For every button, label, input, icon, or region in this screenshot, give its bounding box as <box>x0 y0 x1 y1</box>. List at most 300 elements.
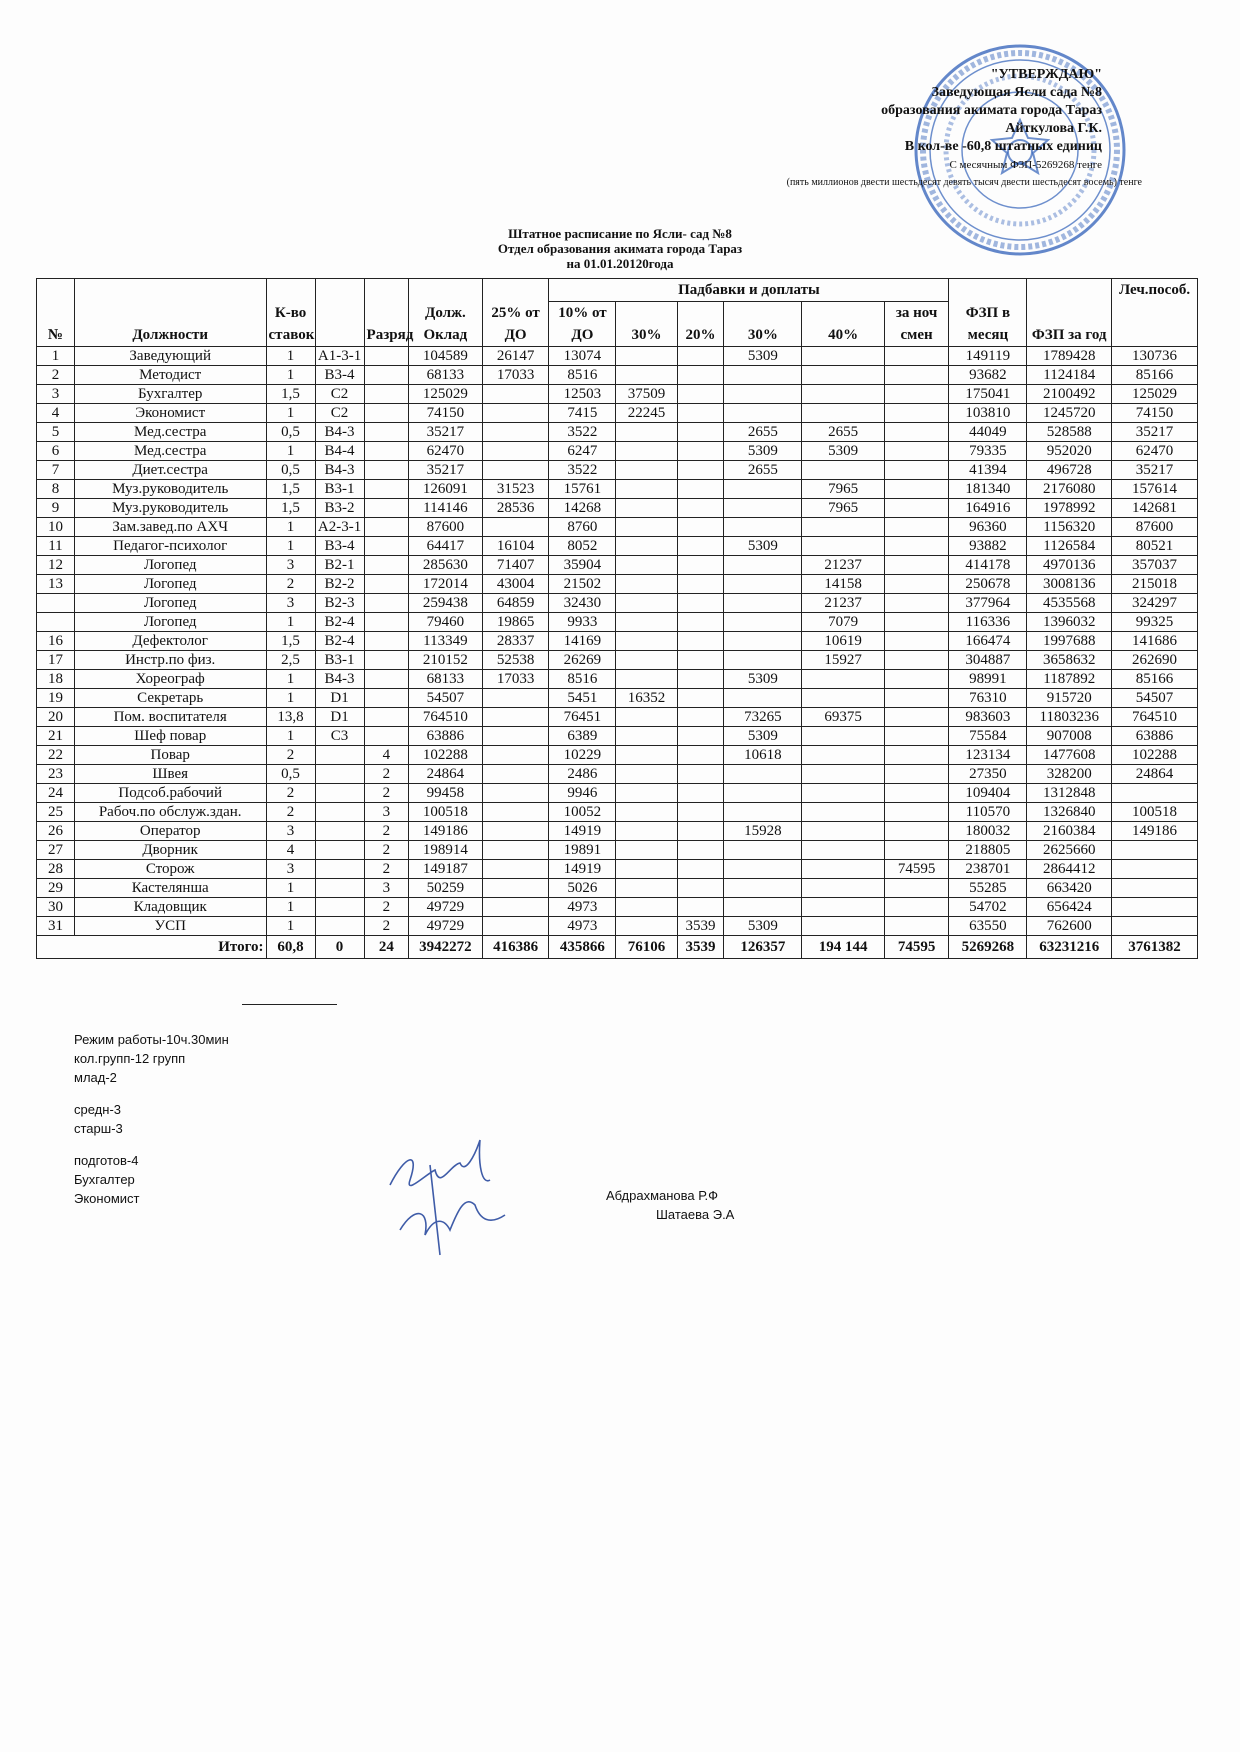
cell-do10: 15761 <box>549 480 616 499</box>
cell-p30a: 16352 <box>616 689 677 708</box>
cell-p30a <box>616 613 677 632</box>
cell-fzp-month: 93882 <box>949 537 1027 556</box>
cell-do10: 7415 <box>549 404 616 423</box>
cell-category: С2 <box>315 404 364 423</box>
cell-p30a <box>616 784 677 803</box>
cell-p30b <box>724 651 802 670</box>
cell-p20 <box>677 537 724 556</box>
cell-p30b <box>724 404 802 423</box>
cell-salary: 49729 <box>409 917 483 936</box>
cell-p30b <box>724 632 802 651</box>
cell-rates: 1,5 <box>266 632 315 651</box>
cell-med: 85166 <box>1112 366 1198 385</box>
cell-p20 <box>677 347 724 366</box>
cell-grade <box>364 442 409 461</box>
cell-do25 <box>482 442 549 461</box>
cell-salary: 149187 <box>409 860 483 879</box>
table-row <box>37 841 1198 860</box>
cell-night <box>884 347 949 366</box>
cell-p30a <box>616 499 677 518</box>
cell-do10: 8516 <box>549 366 616 385</box>
cell-category: В3-4 <box>315 366 364 385</box>
cell-rates: 2 <box>266 784 315 803</box>
cell-do25: 26147 <box>482 347 549 366</box>
cell-category: В2-1 <box>315 556 364 575</box>
cell-med: 357037 <box>1112 556 1198 575</box>
cell-position: Подсоб.рабочий <box>74 784 266 803</box>
cell-category <box>315 822 364 841</box>
cell-p20 <box>677 594 724 613</box>
table-row <box>37 613 1198 632</box>
cell-num: 18 <box>37 670 75 689</box>
note-prep: подготов-4 <box>74 1153 139 1168</box>
cell-do25: 28536 <box>482 499 549 518</box>
cell-fzp-month: 98991 <box>949 670 1027 689</box>
cell-fzp-month: 54702 <box>949 898 1027 917</box>
cell-position: Муз.руководитель <box>74 499 266 518</box>
total-p40: 194 144 <box>802 936 884 959</box>
cell-fzp-year: 496728 <box>1027 461 1112 480</box>
cell-fzp-month: 27350 <box>949 765 1027 784</box>
cell-grade <box>364 727 409 746</box>
cell-salary: 49729 <box>409 898 483 917</box>
table-row <box>37 632 1198 651</box>
cell-p30a <box>616 708 677 727</box>
cell-med: 100518 <box>1112 803 1198 822</box>
cell-grade <box>364 613 409 632</box>
table-row <box>37 727 1198 746</box>
cell-p30b <box>724 499 802 518</box>
cell-category: В4-3 <box>315 670 364 689</box>
cell-p40 <box>802 537 884 556</box>
cell-p30b <box>724 879 802 898</box>
cell-do25 <box>482 689 549 708</box>
cell-num: 25 <box>37 803 75 822</box>
cell-do10: 6247 <box>549 442 616 461</box>
cell-fzp-year: 2864412 <box>1027 860 1112 879</box>
table-row <box>37 822 1198 841</box>
table-row <box>37 898 1198 917</box>
cell-p40: 14158 <box>802 575 884 594</box>
cell-p30b <box>724 480 802 499</box>
cell-salary: 68133 <box>409 670 483 689</box>
total-row <box>37 936 1198 959</box>
table-row <box>37 556 1198 575</box>
cell-night <box>884 898 949 917</box>
cell-rates: 0,5 <box>266 461 315 480</box>
cell-p40: 5309 <box>802 442 884 461</box>
cell-category <box>315 803 364 822</box>
cell-night <box>884 822 949 841</box>
cell-p30a: 37509 <box>616 385 677 404</box>
cell-night <box>884 917 949 936</box>
cell-salary: 102288 <box>409 746 483 765</box>
cell-do10: 8760 <box>549 518 616 537</box>
total-grade: 24 <box>364 936 409 959</box>
cell-num: 27 <box>37 841 75 860</box>
cell-p30b <box>724 803 802 822</box>
cell-night <box>884 632 949 651</box>
cell-p30b: 15928 <box>724 822 802 841</box>
cell-p30a <box>616 575 677 594</box>
cell-p20 <box>677 879 724 898</box>
cell-category: В3-1 <box>315 480 364 499</box>
cell-do25 <box>482 784 549 803</box>
header-do10: 10% от ДО <box>549 302 616 347</box>
table-row <box>37 461 1198 480</box>
title-line-3: на 01.01.20120года <box>566 256 674 271</box>
cell-night <box>884 385 949 404</box>
cell-fzp-year: 762600 <box>1027 917 1112 936</box>
cell-num: 11 <box>37 537 75 556</box>
total-p20: 3539 <box>677 936 724 959</box>
cell-num: 4 <box>37 404 75 423</box>
cell-position: Заведующий <box>74 347 266 366</box>
header-salary: Долж. Оклад <box>409 279 483 347</box>
cell-fzp-year: 1477608 <box>1027 746 1112 765</box>
cell-rates: 1 <box>266 670 315 689</box>
cell-do10: 14268 <box>549 499 616 518</box>
cell-num: 16 <box>37 632 75 651</box>
cell-p20: 3539 <box>677 917 724 936</box>
cell-do25: 17033 <box>482 366 549 385</box>
cell-p20 <box>677 670 724 689</box>
cell-night <box>884 423 949 442</box>
cell-rates: 0,5 <box>266 423 315 442</box>
cell-fzp-year: 1245720 <box>1027 404 1112 423</box>
cell-p20 <box>677 404 724 423</box>
cell-grade: 2 <box>364 784 409 803</box>
cell-p30b: 5309 <box>724 727 802 746</box>
cell-category: В3-4 <box>315 537 364 556</box>
cell-salary: 198914 <box>409 841 483 860</box>
cell-p30b <box>724 385 802 404</box>
cell-category: В4-3 <box>315 423 364 442</box>
cell-grade <box>364 670 409 689</box>
cell-category: А2-3-1 <box>315 518 364 537</box>
cell-do10: 19891 <box>549 841 616 860</box>
cell-fzp-year: 656424 <box>1027 898 1112 917</box>
cell-p30b <box>724 860 802 879</box>
cell-position: Сторож <box>74 860 266 879</box>
cell-p20 <box>677 746 724 765</box>
cell-position: Бухгалтер <box>74 385 266 404</box>
header-med: Леч.пособ. <box>1112 279 1198 347</box>
total-category: 0 <box>315 936 364 959</box>
cell-p20 <box>677 442 724 461</box>
cell-grade <box>364 556 409 575</box>
table-row <box>37 708 1198 727</box>
table-row <box>37 537 1198 556</box>
cell-grade: 4 <box>364 746 409 765</box>
cell-category: С3 <box>315 727 364 746</box>
cell-grade: 3 <box>364 879 409 898</box>
cell-do10: 4973 <box>549 917 616 936</box>
table-row <box>37 347 1198 366</box>
approval-heading: "УТВЕРЖДАЮ" <box>990 67 1102 82</box>
economist-name: Шатаева Э.А <box>656 1207 735 1222</box>
cell-p30b <box>724 575 802 594</box>
cell-p30b <box>724 366 802 385</box>
cell-fzp-year: 2100492 <box>1027 385 1112 404</box>
cell-rates: 1,5 <box>266 499 315 518</box>
cell-fzp-month: 175041 <box>949 385 1027 404</box>
cell-salary: 104589 <box>409 347 483 366</box>
table-row <box>37 442 1198 461</box>
cell-category: D1 <box>315 708 364 727</box>
header-allowances: Падбавки и доплаты <box>549 279 949 302</box>
cell-med: 141686 <box>1112 632 1198 651</box>
cell-category <box>315 879 364 898</box>
header-category <box>315 279 364 347</box>
note-senior: старш-3 <box>74 1121 123 1136</box>
cell-p30b <box>724 841 802 860</box>
cell-p30b <box>724 765 802 784</box>
cell-rates: 3 <box>266 822 315 841</box>
cell-grade <box>364 347 409 366</box>
cell-num <box>37 594 75 613</box>
cell-night <box>884 366 949 385</box>
cell-do10: 14919 <box>549 822 616 841</box>
cell-p20 <box>677 727 724 746</box>
cell-p20 <box>677 423 724 442</box>
cell-num: 5 <box>37 423 75 442</box>
signature-names <box>606 1186 734 1224</box>
cell-p20 <box>677 499 724 518</box>
note-groups: кол.групп-12 групп <box>74 1051 186 1066</box>
cell-p30a <box>616 537 677 556</box>
cell-rates: 1 <box>266 917 315 936</box>
cell-med: 35217 <box>1112 423 1198 442</box>
cell-fzp-year: 907008 <box>1027 727 1112 746</box>
cell-med: 324297 <box>1112 594 1198 613</box>
cell-grade: 2 <box>364 860 409 879</box>
cell-p30a <box>616 746 677 765</box>
cell-fzp-year: 1312848 <box>1027 784 1112 803</box>
cell-num: 1 <box>37 347 75 366</box>
cell-med <box>1112 784 1198 803</box>
cell-category: В2-4 <box>315 613 364 632</box>
cell-night <box>884 575 949 594</box>
cell-med: 764510 <box>1112 708 1198 727</box>
cell-category: В4-4 <box>315 442 364 461</box>
cell-p30b: 73265 <box>724 708 802 727</box>
cell-p40: 21237 <box>802 594 884 613</box>
cell-fzp-month: 218805 <box>949 841 1027 860</box>
total-p30b: 126357 <box>724 936 802 959</box>
cell-p40 <box>802 670 884 689</box>
cell-position: Логопед <box>74 613 266 632</box>
cell-med: 80521 <box>1112 537 1198 556</box>
cell-fzp-month: 63550 <box>949 917 1027 936</box>
cell-p30a <box>616 423 677 442</box>
cell-grade <box>364 366 409 385</box>
table-row <box>37 879 1198 898</box>
table-row <box>37 917 1198 936</box>
cell-position: УСП <box>74 917 266 936</box>
cell-p30b <box>724 898 802 917</box>
cell-position: Оператор <box>74 822 266 841</box>
cell-p30a <box>616 898 677 917</box>
cell-p20 <box>677 860 724 879</box>
cell-salary: 50259 <box>409 879 483 898</box>
cell-p30a <box>616 822 677 841</box>
table-row <box>37 575 1198 594</box>
table-row <box>37 480 1198 499</box>
title-line-1: Штатное расписание по Ясли- сад №8 <box>508 226 732 241</box>
total-rates: 60,8 <box>266 936 315 959</box>
cell-med: 54507 <box>1112 689 1198 708</box>
cell-fzp-month: 250678 <box>949 575 1027 594</box>
title-line-2: Отдел образования акимата города Тараз <box>497 241 743 256</box>
cell-fzp-year: 1997688 <box>1027 632 1112 651</box>
table-row <box>37 518 1198 537</box>
cell-p40 <box>802 784 884 803</box>
cell-fzp-month: 55285 <box>949 879 1027 898</box>
cell-salary: 24864 <box>409 765 483 784</box>
cell-fzp-year: 1156320 <box>1027 518 1112 537</box>
cell-med: 62470 <box>1112 442 1198 461</box>
cell-do25: 52538 <box>482 651 549 670</box>
cell-med: 125029 <box>1112 385 1198 404</box>
cell-rates: 13,8 <box>266 708 315 727</box>
cell-med: 102288 <box>1112 746 1198 765</box>
cell-salary: 99458 <box>409 784 483 803</box>
cell-do25: 28337 <box>482 632 549 651</box>
cell-position: Кладовщик <box>74 898 266 917</box>
cell-salary: 764510 <box>409 708 483 727</box>
cell-do10: 32430 <box>549 594 616 613</box>
cell-do25 <box>482 841 549 860</box>
cell-night <box>884 879 949 898</box>
cell-do25 <box>482 765 549 784</box>
total-salary: 3942272 <box>409 936 483 959</box>
cell-med: 262690 <box>1112 651 1198 670</box>
approval-line-6: С месячным ФЗП-5269268 тенге <box>949 159 1102 171</box>
cell-med: 149186 <box>1112 822 1198 841</box>
cell-do25 <box>482 803 549 822</box>
total-label: Итого: <box>37 936 267 959</box>
cell-category <box>315 746 364 765</box>
cell-p40 <box>802 727 884 746</box>
cell-num: 20 <box>37 708 75 727</box>
cell-salary: 285630 <box>409 556 483 575</box>
cell-p40 <box>802 879 884 898</box>
cell-p30a <box>616 366 677 385</box>
cell-p20 <box>677 689 724 708</box>
table-row <box>37 423 1198 442</box>
cell-num: 7 <box>37 461 75 480</box>
header-p20: 20% <box>677 302 724 347</box>
cell-num: 30 <box>37 898 75 917</box>
cell-salary: 74150 <box>409 404 483 423</box>
cell-p40 <box>802 860 884 879</box>
cell-med <box>1112 879 1198 898</box>
cell-fzp-month: 116336 <box>949 613 1027 632</box>
cell-salary: 113349 <box>409 632 483 651</box>
cell-p30a <box>616 594 677 613</box>
table-row <box>37 803 1198 822</box>
cell-p20 <box>677 461 724 480</box>
cell-fzp-year: 915720 <box>1027 689 1112 708</box>
cell-salary: 149186 <box>409 822 483 841</box>
cell-med <box>1112 898 1198 917</box>
cell-p40 <box>802 803 884 822</box>
cell-p30a <box>616 518 677 537</box>
cell-position: Швея <box>74 765 266 784</box>
cell-rates: 1 <box>266 537 315 556</box>
cell-night <box>884 442 949 461</box>
total-night: 74595 <box>884 936 949 959</box>
cell-salary: 172014 <box>409 575 483 594</box>
cell-category <box>315 765 364 784</box>
cell-p30a <box>616 442 677 461</box>
cell-category <box>315 784 364 803</box>
cell-p30a <box>616 651 677 670</box>
cell-night <box>884 613 949 632</box>
cell-p40: 7965 <box>802 480 884 499</box>
cell-num: 10 <box>37 518 75 537</box>
cell-med: 99325 <box>1112 613 1198 632</box>
cell-p40 <box>802 689 884 708</box>
cell-night <box>884 841 949 860</box>
cell-grade <box>364 632 409 651</box>
cell-p40 <box>802 841 884 860</box>
cell-position: Секретарь <box>74 689 266 708</box>
cell-fzp-month: 414178 <box>949 556 1027 575</box>
header-p30a: 30% <box>616 302 677 347</box>
cell-grade: 3 <box>364 803 409 822</box>
cell-med: 215018 <box>1112 575 1198 594</box>
cell-p30a <box>616 879 677 898</box>
cell-p40: 15927 <box>802 651 884 670</box>
cell-position: Экономист <box>74 404 266 423</box>
cell-rates: 1,5 <box>266 480 315 499</box>
cell-salary: 63886 <box>409 727 483 746</box>
cell-p20 <box>677 632 724 651</box>
cell-p30b: 5309 <box>724 670 802 689</box>
cell-fzp-year: 1187892 <box>1027 670 1112 689</box>
cell-rates: 1 <box>266 879 315 898</box>
cell-fzp-year: 528588 <box>1027 423 1112 442</box>
handwritten-signature <box>380 1135 520 1265</box>
cell-position: Логопед <box>74 594 266 613</box>
cell-p30a <box>616 803 677 822</box>
cell-night <box>884 404 949 423</box>
cell-p40: 2655 <box>802 423 884 442</box>
cell-night <box>884 784 949 803</box>
total-do25: 416386 <box>482 936 549 959</box>
cell-p20 <box>677 841 724 860</box>
cell-grade <box>364 594 409 613</box>
cell-rates: 1 <box>266 689 315 708</box>
total-fzp-month: 5269268 <box>949 936 1027 959</box>
cell-med <box>1112 841 1198 860</box>
cell-category: В2-4 <box>315 632 364 651</box>
cell-salary: 210152 <box>409 651 483 670</box>
cell-grade <box>364 689 409 708</box>
header-grade: Разряд <box>364 279 409 347</box>
cell-night: 74595 <box>884 860 949 879</box>
cell-num: 31 <box>37 917 75 936</box>
cell-grade: 2 <box>364 898 409 917</box>
cell-grade <box>364 423 409 442</box>
cell-do25 <box>482 708 549 727</box>
cell-grade <box>364 499 409 518</box>
cell-fzp-month: 103810 <box>949 404 1027 423</box>
cell-num: 21 <box>37 727 75 746</box>
cell-p40 <box>802 765 884 784</box>
